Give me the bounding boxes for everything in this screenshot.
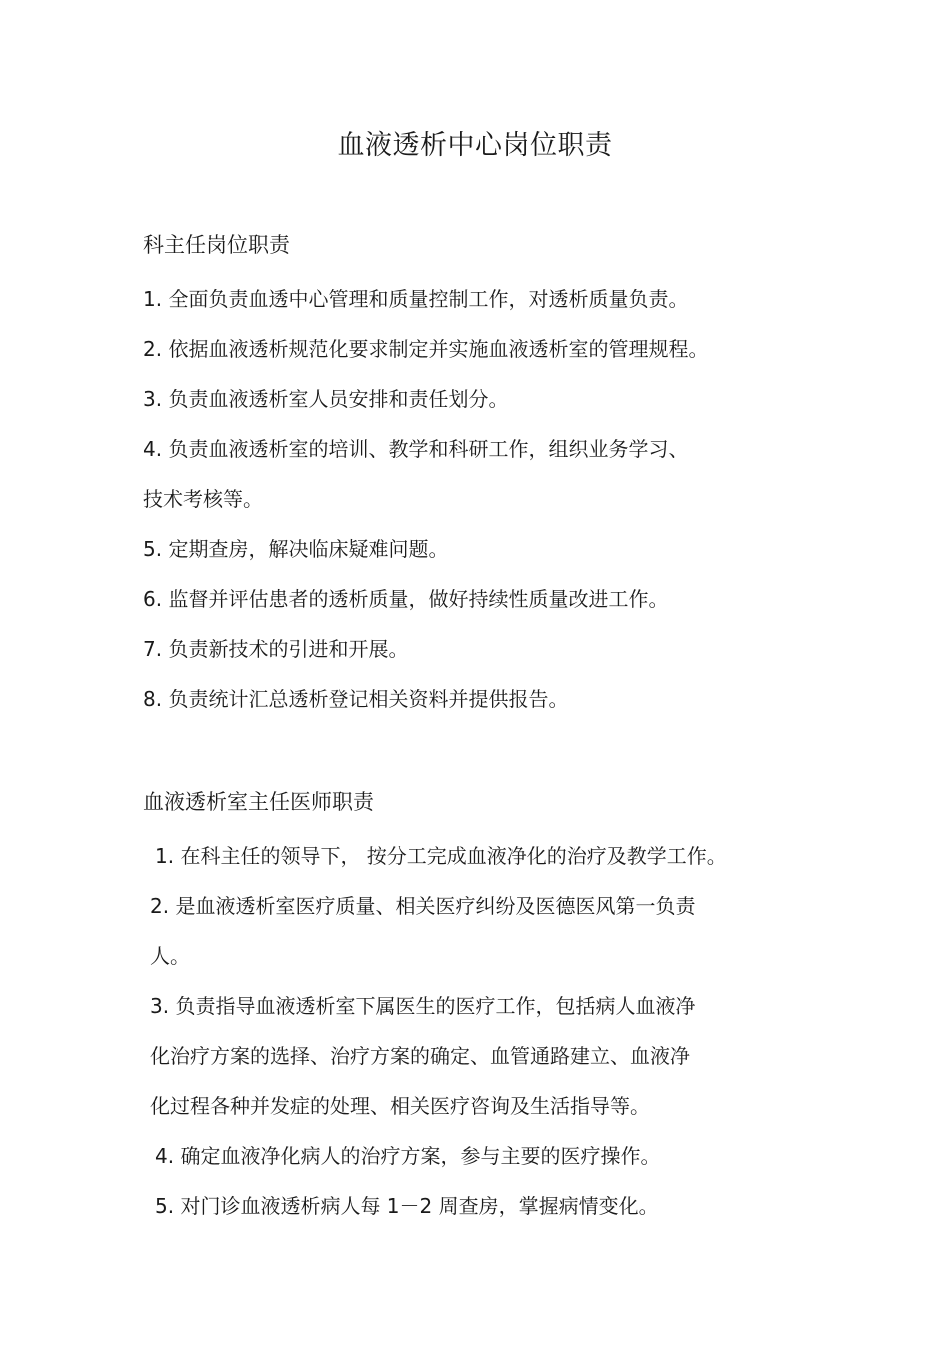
duty-item: 6. 监督并评估患者的透析质量，做好持续性质量改进工作。 [143,587,669,611]
duty-item: 3. 负责指导血液透析室下属医生的医疗工作，包括病人血液净 [150,994,696,1018]
duty-item: 2. 是血液透析室医疗质量、相关医疗纠纷及医德医风第一负责 [150,894,696,918]
duty-item-continuation: 化过程各种并发症的处理、相关医疗咨询及生活指导等。 [150,1094,650,1118]
duty-item: 5. 定期查房，解决临床疑难问题。 [143,537,449,561]
duty-item: 7. 负责新技术的引进和开展。 [143,637,409,661]
duty-item: 1. 全面负责血透中心管理和质量控制工作，对透析质量负责。 [143,287,689,311]
duty-item: 8. 负责统计汇总透析登记相关资料并提供报告。 [143,687,569,711]
duty-item: 1. 在科主任的领导下， 按分工完成血液净化的治疗及教学工作。 [155,844,727,868]
section-heading-department-director: 科主任岗位职责 [143,233,290,257]
duty-item-continuation: 技术考核等。 [143,487,263,511]
duty-item: 4. 确定血液净化病人的治疗方案，参与主要的医疗操作。 [155,1144,661,1168]
duty-item-continuation: 化治疗方案的选择、治疗方案的确定、血管通路建立、血液净 [150,1044,690,1068]
duty-item-continuation: 人。 [150,944,190,968]
duty-item: 5. 对门诊血液透析病人每 1－2 周查房，掌握病情变化。 [155,1194,659,1218]
section-heading-chief-physician: 血液透析室主任医师职责 [143,790,374,814]
duty-item: 3. 负责血液透析室人员安排和责任划分。 [143,387,509,411]
duty-item: 2. 依据血液透析规范化要求制定并实施血液透析室的管理规程。 [143,337,709,361]
duty-item: 4. 负责血液透析室的培训、教学和科研工作，组织业务学习、 [143,437,689,461]
document-title: 血液透析中心岗位职责 [337,130,613,161]
